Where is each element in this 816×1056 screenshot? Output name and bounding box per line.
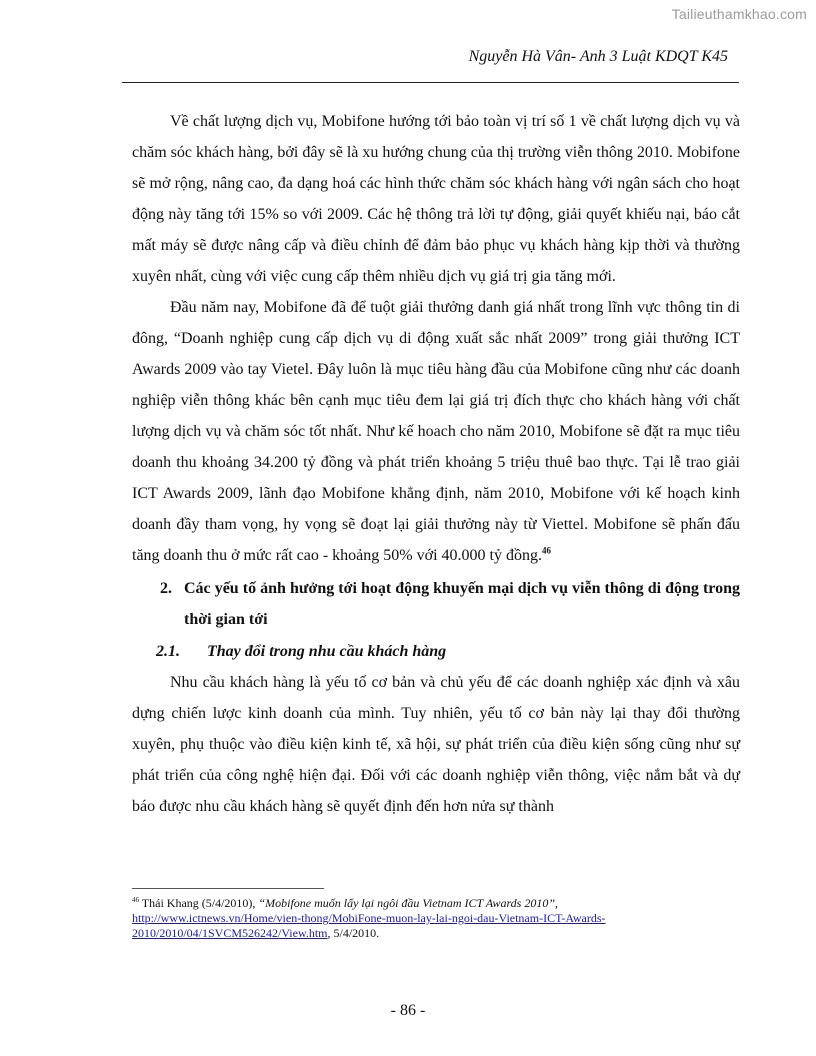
section-title: Các yếu tố ảnh hưởng tới hoạt động khuyến mại dịch vụ viễn thông di động trong thời gian tới [184, 580, 740, 628]
footnote-title: “Mobifone muốn lấy lại ngôi đầu Vietnam ICT Awards 2010” [258, 896, 556, 910]
footnote-date: , 5/4/2010. [327, 926, 380, 940]
subsection-title: Thay đổi trong nhu cầu khách hàng [207, 643, 447, 660]
footnote-author: Thái Khang (5/4/2010), [139, 896, 259, 910]
paragraph-1: Về chất lượng dịch vụ, Mobifone hướng tới bảo toàn vị trí số 1 về chất lượng dịch vụ và chăm sóc khách hàng, bởi đây sẽ là xu hướng chung của thị trường viễn thông 2010. Mobifone sẽ mở rộng, nâng cao, đa dạng hoá các hình thức chăm sóc khách hàng với ngân sách cho hoạt động này tăng tới 15% so với 2009. Các hệ thông trả lời tự động, giải quyết khiếu nại, báo cắt mất máy sẽ được nâng cấp và điều chỉnh để đảm bảo phục vụ khách hàng kịp thời và thường xuyên nhất, cùng với việc cung cấp thêm nhiều dịch vụ giá trị gia tăng mới. [132, 113, 740, 285]
watermark: Tailieuthamkhao.com [671, 6, 807, 22]
paragraph-2 [132, 292, 740, 571]
subsection-number: 2.1. [156, 643, 180, 660]
footnote-rule [132, 888, 324, 889]
body-text [132, 106, 740, 822]
footnote-number: 46 [132, 896, 139, 904]
section-heading [132, 573, 740, 635]
paragraph-3: Nhu cầu khách hàng là yếu tố cơ bản và chủ yếu để các doanh nghiệp xác định và xâu dựng chiến lược kinh doanh của mình. Tuy nhiên, yếu tố cơ bản này lại thay đổi thường xuyên, phụ thuộc vào điều kiện kinh tế, xã hội, sự phát triển của điều kiện sống cũng như sự phát triển của công nghệ hiện đại. Đối với các doanh nghiệp viễn thông, việc nắm bắt và dự báo được nhu cầu khách hàng sẽ quyết định đến hơn nửa sự thành [132, 674, 740, 815]
running-header: Nguyễn Hà Vân- Anh 3 Luật KDQT K45 [468, 48, 728, 65]
page-number: - 86 - [390, 1002, 426, 1019]
header-rule [122, 82, 739, 83]
footnote-link[interactable]: http://www.ictnews.vn/Home/vien-thong/MobiFone-muon-lay-lai-ngoi-dau-Vietnam-ICT-Awards-2010/2010/04/1SVCM526242/View.htm [132, 911, 606, 940]
section-number: 2. [160, 580, 172, 597]
footnote [132, 893, 722, 941]
subsection-heading [132, 636, 740, 667]
footnote-sep: , [555, 896, 559, 910]
paragraph-2-text: Đầu năm nay, Mobifone đã để tuột giải thưởng danh giá nhất trong lĩnh vực thông tin di đông, “Doanh nghiệp cung cấp dịch vụ di động xuất sắc nhất 2009” trong giải thưởng ICT Awards 2009 vào tay Vietel. Đây luôn là mục tiêu hàng đầu của Mobifone cũng như các doanh nghiệp viễn thông khác bên cạnh mục tiêu đem lại giá trị đích thực cho khách hàng với chất lượng dịch vụ và chăm sóc tốt nhất. Như kế hoach cho năm 2010, Mobifone sẽ đặt ra mục tiêu doanh thu khoảng 34.200 tỷ đồng và phát triển khoảng 5 triệu thuê bao thực. Tại lễ trao giải ICT Awards 2009, lãnh đạo Mobifone khẳng định, năm 2010, Mobifone với kế hoạch kinh doanh đầy tham vọng, hy vọng sẽ đoạt lại giải thưởng này từ Viettel. Mobifone sẽ phấn đấu tăng doanh thu ở mức rất cao - khoảng 50% với 40.000 tỷ đồng. [132, 299, 740, 564]
footnote-reference[interactable]: 46 [541, 545, 551, 556]
